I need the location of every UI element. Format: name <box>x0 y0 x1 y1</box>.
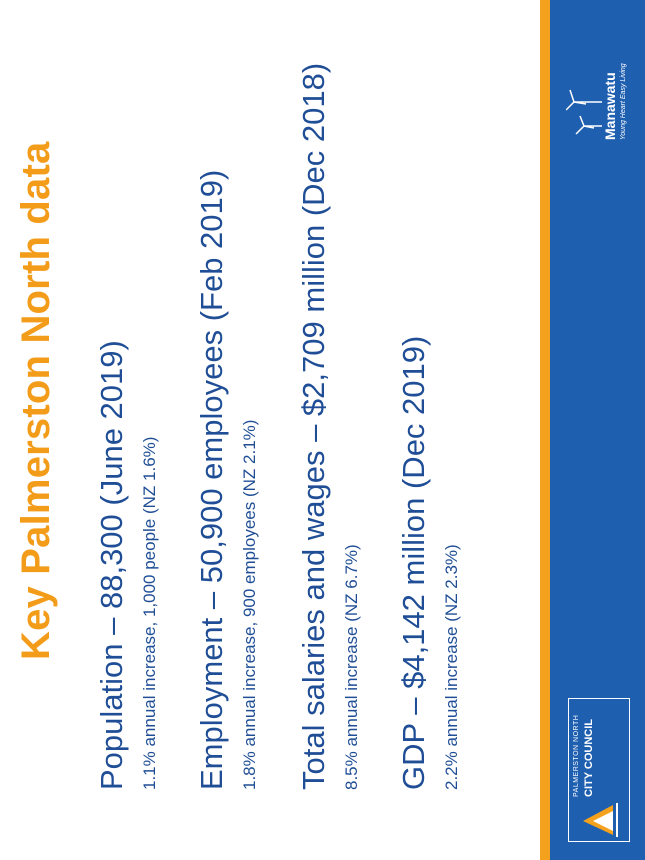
item-heading: Employment – 50,900 employees (Feb 2019) <box>194 169 229 790</box>
wind-turbine-icon <box>566 80 602 140</box>
manawatu-tagline: Young Heart Easy Living <box>620 63 627 140</box>
data-item-gdp <box>398 336 460 790</box>
manawatu-logo <box>566 20 630 140</box>
council-logo <box>568 698 630 842</box>
item-detail: 1.8% annual increase, 900 employees (NZ 2.1%) <box>240 419 259 790</box>
data-item-salaries <box>298 63 360 790</box>
slide-title: Key Palmerston North data <box>14 141 58 660</box>
council-name-line2: CITY COUNCIL <box>583 718 595 797</box>
item-heading: GDP – $4,142 million (Dec 2019) <box>396 335 431 790</box>
item-detail: 8.5% annual increase (NZ 6.7%) <box>342 544 361 790</box>
item-detail: 2.2% annual increase (NZ 2.3%) <box>442 544 461 790</box>
data-item-employment <box>196 170 258 790</box>
data-item-population <box>96 340 158 790</box>
manawatu-brand: Manawatu <box>602 72 618 140</box>
council-name-line1: PALMERSTON NORTH <box>573 714 580 797</box>
item-heading: Population – 88,300 (June 2019) <box>94 340 129 790</box>
item-heading: Total salaries and wages – $2,709 million (Dec 2018) <box>296 62 331 790</box>
item-detail: 1.1% annual increase, 1,000 people (NZ 1.6%) <box>140 436 159 790</box>
footer-accent-stripe <box>540 0 550 860</box>
